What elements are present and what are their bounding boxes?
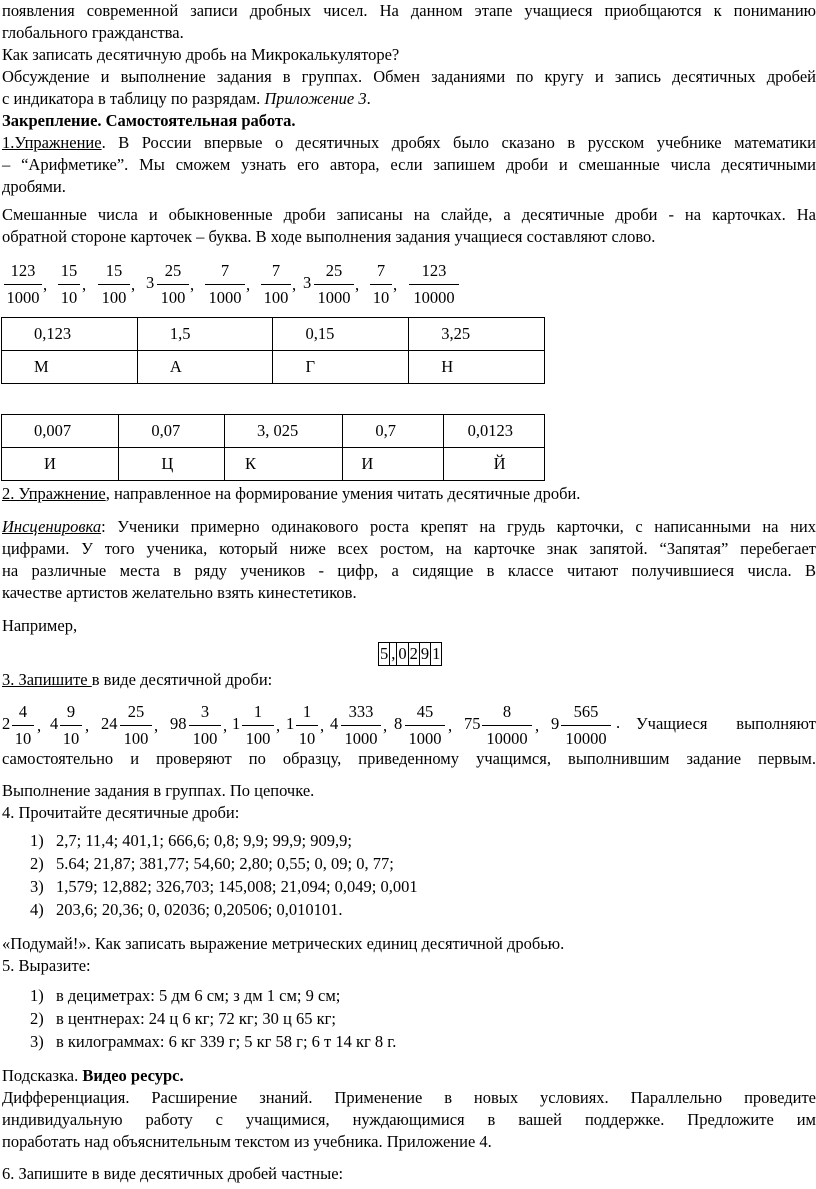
table-cell: Н — [409, 351, 545, 384]
denominator: 100 — [245, 729, 271, 748]
paragraph-line — [2, 516, 816, 538]
separator: , — [535, 716, 540, 735]
numerator: 15 — [98, 258, 130, 285]
section-heading: Закрепление. Самостоятельная работа. — [2, 111, 296, 130]
numerator: 333 — [341, 699, 381, 726]
whole-part: 1 — [286, 714, 295, 733]
table-cell: 3, 025 — [224, 415, 342, 448]
table-cell: К — [224, 448, 342, 481]
paragraph-line: поработать над объяснительным текстом из учебника. Приложение 4. — [2, 1132, 492, 1151]
paragraph-line: самостоятельно и проверяют по образцу, приведенному учащимся, выполнившим задание первым. — [2, 749, 816, 768]
denominator: 100 — [101, 288, 127, 307]
denominator: 100 — [263, 288, 289, 307]
list-item — [30, 876, 418, 898]
numerator: 565 — [561, 699, 611, 726]
paragraph-line: «Подумай!». Как записать выражение метрических единиц десятичной дробью. — [2, 934, 565, 953]
fraction — [58, 258, 80, 311]
separator: , — [223, 716, 228, 735]
list-text: 2,7; 11,4; 401,1; 666,6; 0,8; 9,9; 99,9; 909,9; — [56, 831, 352, 850]
answer-table-2 — [1, 414, 545, 481]
exercise-line — [2, 132, 816, 154]
fraction — [157, 258, 189, 311]
digit-card: 0 — [398, 644, 407, 663]
whole-part: 24 — [101, 714, 118, 733]
exercise-heading: 5. Выразите: — [2, 956, 91, 975]
numerator: 7 — [261, 258, 291, 285]
denominator: 10 — [60, 288, 78, 307]
list-number: 3) — [30, 1032, 44, 1051]
paragraph-line: на различные места в ряду учеников - цифр, а сидящие в классе читают получившиеся числа. В — [2, 561, 816, 580]
paragraph-line: Например, — [2, 616, 78, 635]
denominator: 10 — [298, 729, 316, 748]
text-run: : Ученики примерно одинакового роста крепят на грудь карточки, с написанными на них — [101, 517, 816, 536]
table-cell: Г — [273, 351, 409, 384]
denominator: 10 — [372, 288, 390, 307]
text-run: с индикатора в таблицу по разрядам. — [2, 89, 265, 108]
paragraph-line: Обсуждение и выполнение задания в группах. Обмен заданиями по кругу и запись десятичных дробей — [2, 67, 816, 86]
fraction — [314, 258, 354, 311]
numerator: 25 — [120, 699, 152, 726]
fraction — [4, 258, 42, 311]
list-text: в килограммах: 6 кг 339 г; 5 кг 58 г; 6 т 14 кг 8 г. — [56, 1032, 397, 1051]
list-text: в дециметрах: 5 дм 6 см; з дм 1 см; 9 см; — [56, 986, 341, 1005]
fraction — [205, 258, 245, 311]
list-text: 1,579; 12,882; 326,703; 145,008; 21,094; 0,049; 0,001 — [56, 877, 418, 896]
table-cell: И — [343, 448, 443, 481]
paragraph-line: Дифференциация. Расширение знаний. Применение в новых условиях. Параллельно проведите — [2, 1088, 816, 1107]
list-item — [30, 830, 352, 852]
whole-part: 3 — [303, 273, 312, 292]
numerator: 7 — [370, 258, 392, 285]
answer-table-1 — [1, 317, 545, 384]
digit-card: 5 — [380, 644, 389, 663]
numerator: 15 — [58, 258, 80, 285]
whole-part: 3 — [146, 273, 155, 292]
list-number: 1) — [30, 831, 44, 850]
list-number: 4) — [30, 900, 44, 919]
table-cell: 3,25 — [409, 318, 545, 351]
paragraph-line: Смешанные числа и обыкновенные дроби записаны на слайде, а десятичные дроби - на карточках. На — [2, 205, 816, 224]
table-cell: И — [2, 448, 119, 481]
video-resource-label: Видео ресурс. — [82, 1066, 184, 1085]
whole-part: 1 — [232, 714, 241, 733]
numerator: 25 — [314, 258, 354, 285]
exercise-heading: 4. Прочитайте десятичные дроби: — [2, 803, 240, 822]
list-item — [30, 1008, 336, 1030]
paragraph-line — [2, 1065, 816, 1087]
denominator: 100 — [192, 729, 218, 748]
paragraph-line: появления современной записи дробных чисел. На данном этапе учащиеся приобщаются к пониманию — [2, 1, 816, 20]
list-text: 203,6; 20,36; 0, 02036; 0,20506; 0,010101. — [56, 900, 343, 919]
table-row — [2, 448, 545, 481]
table-cell: 0,7 — [343, 415, 443, 448]
separator: , — [320, 716, 325, 735]
whole-part: 75 — [464, 714, 481, 733]
separator: , — [383, 716, 388, 735]
numerator: 123 — [409, 258, 459, 285]
paragraph-line: – “Арифметике”. Мы сможем узнать его автора, если запишем дроби и смешанные числа десятичными — [2, 155, 816, 174]
whole-part: 2 — [2, 714, 11, 733]
denominator: 1000 — [344, 729, 378, 748]
list-number: 3) — [30, 877, 44, 896]
separator: , — [276, 716, 281, 735]
fraction — [405, 699, 445, 752]
list-item — [30, 1031, 396, 1053]
denominator: 1000 — [208, 288, 242, 307]
separator: , — [190, 275, 195, 294]
list-text: в центнерах: 24 ц 6 кг; 72 кг; 30 ц 65 кг; — [56, 1009, 336, 1028]
separator: . — [616, 713, 621, 732]
table-cell: М — [2, 351, 138, 384]
numerator: 25 — [157, 258, 189, 285]
table-cell: 0,15 — [273, 318, 409, 351]
exercise-line — [2, 669, 816, 691]
list-number: 2) — [30, 854, 44, 873]
list-number: 2) — [30, 1009, 44, 1028]
denominator: 1000 — [6, 288, 40, 307]
list-item — [30, 899, 342, 921]
numerator: 7 — [205, 258, 245, 285]
paragraph-line: индивидуальную работу с учащимися, нуждающимися в вашей поддержке. Предложите им — [2, 1110, 816, 1129]
numerator: 1 — [242, 699, 274, 726]
denominator: 1000 — [317, 288, 351, 307]
paragraph-line: Выполнение задания в группах. По цепочке. — [2, 781, 315, 800]
separator: , — [355, 275, 360, 294]
denominator: 1000 — [408, 729, 442, 748]
text-run: , направленное на формирование умения читать десятичные дроби. — [105, 484, 581, 503]
whole-part: 4 — [330, 714, 339, 733]
denominator: 10000 — [565, 729, 607, 748]
numerator: 45 — [405, 699, 445, 726]
table-cell: 1,5 — [137, 318, 273, 351]
separator: , — [292, 275, 297, 294]
separator: , — [37, 716, 42, 735]
separator: , — [393, 275, 398, 294]
numerator: 9 — [60, 699, 82, 726]
table-cell: 0,07 — [119, 415, 225, 448]
exercise-label: 1.Упражнение — [2, 133, 102, 152]
text-run: в виде десятичной дроби: — [91, 670, 273, 689]
table-cell: 0,123 — [2, 318, 138, 351]
separator: , — [43, 275, 48, 294]
exercise-heading: 6. Запишите в виде десятичных дробей частные: — [2, 1164, 344, 1183]
denominator: 10 — [14, 729, 32, 748]
digit-card: 2 — [409, 644, 418, 663]
fraction — [261, 258, 291, 311]
table-cell: А — [137, 351, 273, 384]
paragraph-line: качестве артистов желательно взять кинестетиков. — [2, 583, 357, 602]
denominator: 100 — [123, 729, 149, 748]
fraction — [341, 699, 381, 752]
fraction — [482, 699, 532, 752]
table-cell: Й — [443, 448, 544, 481]
fraction — [189, 699, 221, 752]
denominator: 10000 — [486, 729, 528, 748]
separator: , — [131, 275, 136, 294]
paragraph-line: глобального гражданства. — [2, 23, 184, 42]
whole-part: 98 — [170, 714, 187, 733]
denominator: 10 — [62, 729, 80, 748]
question-line: Как записать десятичную дробь на Микрокалькуляторе? — [2, 45, 400, 64]
numerator: 8 — [482, 699, 532, 726]
fraction — [409, 258, 459, 311]
separator: , — [85, 716, 90, 735]
fraction — [242, 699, 274, 752]
text-run: Подсказка. — [2, 1066, 83, 1085]
table-cell: 0,0123 — [443, 415, 544, 448]
numerator: 1 — [296, 699, 318, 726]
fraction — [296, 699, 318, 752]
digit-card: 9 — [420, 644, 430, 663]
appendix-reference: Приложение 3 — [264, 89, 367, 108]
separator: , — [154, 716, 159, 735]
digit-card: , — [391, 644, 396, 663]
list-item — [30, 985, 340, 1007]
whole-part: 9 — [551, 714, 560, 733]
separator: , — [82, 275, 87, 294]
whole-part: 8 — [394, 714, 403, 733]
table-row — [2, 351, 545, 384]
list-number: 1) — [30, 986, 44, 1005]
fraction — [561, 699, 611, 752]
text-run: . В России впервые о десятичных дробях было сказано в русском учебнике математики — [101, 133, 816, 152]
list-item — [30, 853, 394, 875]
whole-part: 4 — [50, 714, 59, 733]
fraction — [120, 699, 152, 752]
table-row — [2, 415, 545, 448]
digit-cards-example — [378, 642, 442, 666]
paragraph-line: обратной стороне карточек – буква. В ходе выполнения задания учащиеся составляют слово. — [2, 227, 656, 246]
table-cell: 0,007 — [2, 415, 119, 448]
exercise-line — [2, 483, 816, 505]
numerator: 3 — [189, 699, 221, 726]
exercise-label: 3. Запишите — [2, 670, 92, 689]
text-run: . — [366, 89, 371, 108]
staging-label: Инсценировка — [2, 517, 102, 536]
fraction — [370, 258, 392, 311]
separator: , — [448, 716, 453, 735]
fraction — [60, 699, 82, 752]
exercise-label: 2. Упражнение — [2, 484, 106, 503]
paragraph-line: цифрами. У того ученика, который ниже всех ростом, на карточке знак запятой. “Запятая” перебегает — [2, 539, 816, 558]
fraction — [12, 699, 34, 752]
paragraph-line: дробями. — [2, 177, 66, 196]
separator: , — [246, 275, 251, 294]
table-row — [2, 318, 545, 351]
table-cell: Ц — [119, 448, 225, 481]
fraction — [98, 258, 130, 311]
denominator: 10000 — [413, 288, 455, 307]
digit-card: 1 — [432, 644, 441, 663]
list-text: 5.64; 21,87; 381,77; 54,60; 2,80; 0,55; 0, 09; 0, 77; — [56, 854, 394, 873]
paragraph-line: Учащиеся выполняют — [636, 714, 816, 733]
paragraph-line — [2, 88, 816, 110]
numerator: 123 — [4, 258, 42, 285]
numerator: 4 — [12, 699, 34, 726]
denominator: 100 — [160, 288, 186, 307]
